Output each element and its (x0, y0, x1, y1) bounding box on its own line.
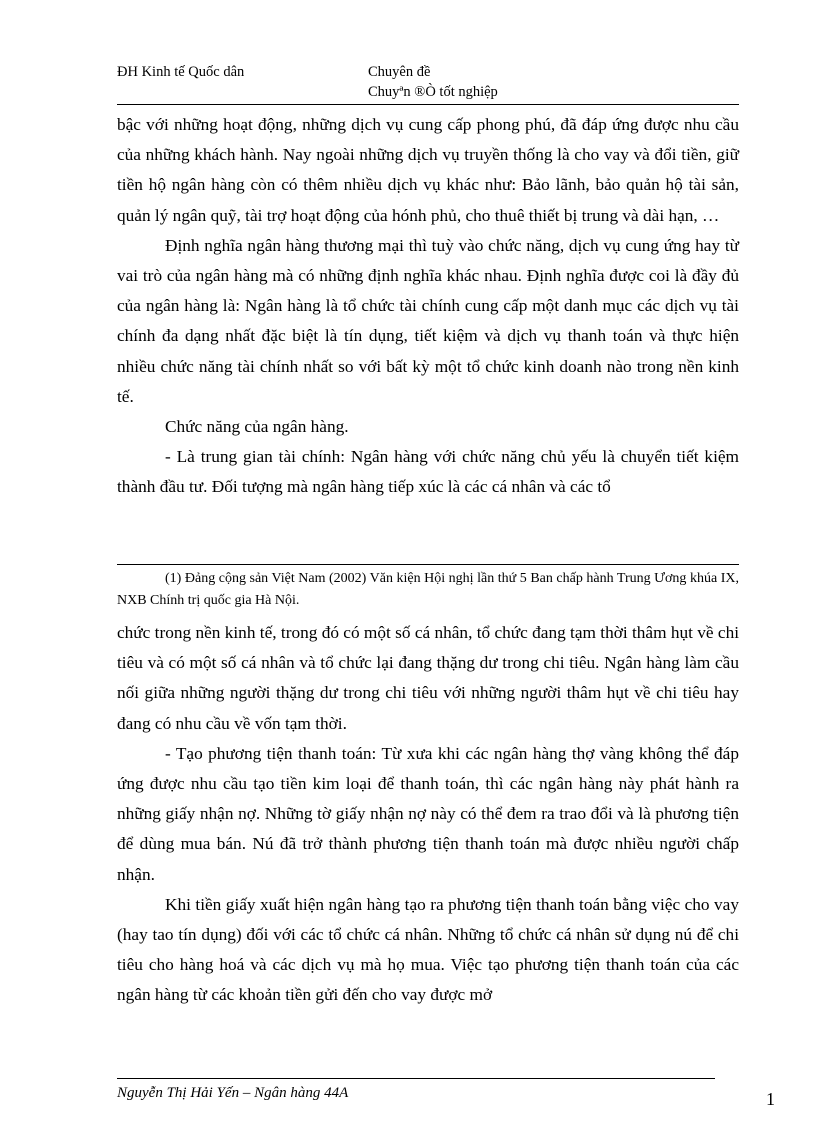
page-number: 1 (766, 1089, 775, 1109)
footnote-rule (117, 564, 739, 565)
body-text-top (117, 110, 739, 503)
footer-rule (117, 1078, 715, 1079)
body-text-bottom (117, 618, 739, 1011)
header-title-line2: Chuyªn ®Ò tốt nghiệp (368, 84, 498, 100)
paragraph: Chức năng của ngân hàng. (165, 417, 349, 437)
paragraph: - Tạo phương tiện thanh toán: Từ xưa khi các ngân hàng thợ vàng không thể đáp ứng được nhu cầu tạo tiền kim loại để thanh toán, thì các ngân hàng này phát hành ra những giấy nhận nợ. Những tờ giấy nhận nợ này có thể đem ra trao đổi và là phương tiện để dùng mua bán. Nú đã trở thành phương tiện thanh toán mà được nhiều người chấp nhận. (117, 743, 739, 884)
header-title-line1: Chuyên đề (368, 64, 431, 80)
footnote: (1) Đảng cộng sản Việt Nam (2002) Văn kiện Hội nghị lần thứ 5 Ban chấp hành Trung Ương khúa IX, NXB Chính trị quốc gia Hà Nội. (117, 571, 739, 608)
paragraph: Khi tiền giấy xuất hiện ngân hàng tạo ra phương tiện thanh toán bằng việc cho vay (hay tao tín dụng) đối với các tổ chức cá nhân. Những tổ chức cá nhân sử dụng nú để chi tiêu cho hàng hoá và các dịch vụ mà họ mua. Việc tạo phương tiện thanh toán của các ngân hàng từ các khoản tiền gửi đến cho vay được mở (117, 894, 739, 1005)
header-university: ĐH Kinh tế Quốc dân (117, 64, 245, 80)
paragraph: chức trong nền kinh tế, trong đó có một số cá nhân, tổ chức đang tạm thời thâm hụt về chi tiêu và có một số cá nhân và tổ chức lại đang thặng dư trong chi tiêu. Ngân hàng làm cầu nối giữa những người thặng dư trong chi tiêu với những người thâm hụt về chi tiêu hay đang có nhu cầu về vốn tạm thời. (117, 623, 740, 733)
header-rule (117, 104, 739, 105)
footer-author: Nguyễn Thị Hải Yến – Ngân hàng 44A (117, 1085, 349, 1101)
paragraph: - Là trung gian tài chính: Ngân hàng với chức năng chủ yếu là chuyển tiết kiệm thành đầu tư. Đối tượng mà ngân hàng tiếp xúc là các cá nhân và các tổ (117, 447, 739, 497)
paragraph: Định nghĩa ngân hàng thương mại thì tuỳ vào chức năng, dịch vụ cung ứng hay từ vai trò của ngân hàng mà có những định nghĩa khác nhau. Định nghĩa được coi là đầy đủ của ngân hàng là: Ngân hàng là tổ chức tài chính cung cấp một danh mục các dịch vụ tài chính đa dạng nhất đặc biệt là tín dụng, tiết kiệm và dịch vụ thanh toán và thực hiện nhiều chức năng tài chính nhất so với bất kỳ một tổ chức kinh doanh nào trong nền kinh tế. (117, 235, 739, 406)
paragraph: bậc với những hoạt động, những dịch vụ cung cấp phong phú, đã đáp ứng được nhu cầu của những khách hành. Nay ngoài những dịch vụ truyền thống là cho vay và đổi tiền, giữ tiền hộ ngân hàng còn có thêm nhiều dịch vụ khác như: Bảo lãnh, bảo quản hộ tài sản, quản lý ngân quỹ, tài trợ hoạt động của hónh phủ, cho thuê thiết bị trung và dài hạn, … (117, 115, 739, 225)
page-header (117, 62, 739, 106)
